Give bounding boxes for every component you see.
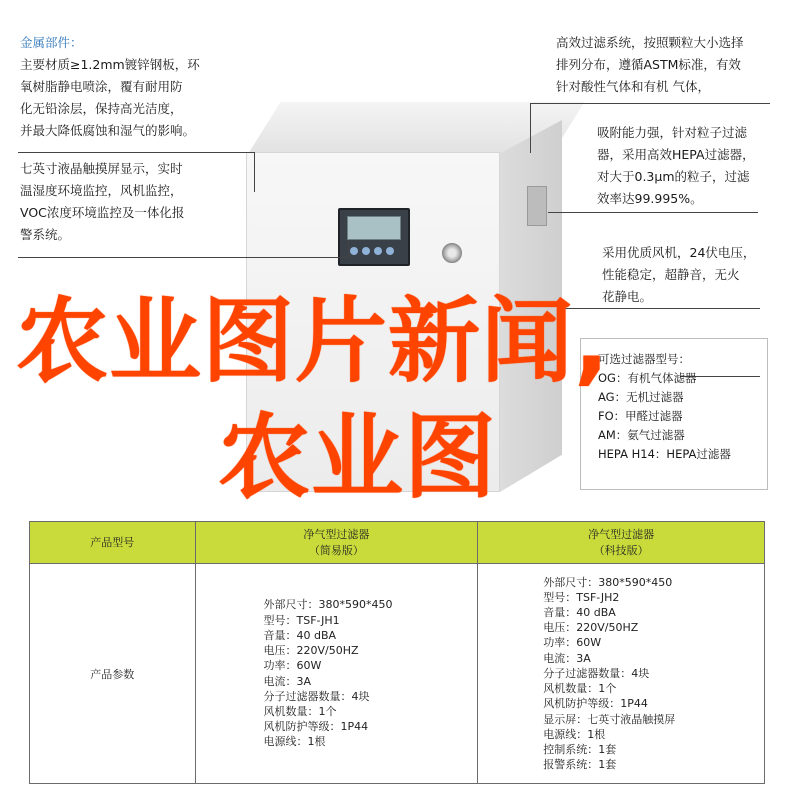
callout-line: 针对酸性气体和有机 气体，: [556, 79, 710, 94]
table-header-row: [30, 522, 765, 564]
leader-line: [548, 212, 758, 213]
callout-filters: [598, 350, 731, 464]
callout-material: [20, 32, 200, 142]
table-row: [30, 564, 765, 784]
param-item: 分子过滤器数量：4块: [263, 689, 370, 703]
lcd-screen: [347, 216, 401, 240]
param-item: 电压：220V/50HZ: [263, 644, 359, 658]
param-item: 分子过滤器数量：4块: [543, 666, 650, 680]
callout-line: 温湿度环境监控，风机监控，: [20, 183, 183, 198]
header-line: （科技版）: [593, 543, 649, 557]
param-item: 控制系统：1套: [543, 742, 617, 756]
param-item: 风机防护等级：1P44: [263, 720, 369, 734]
param-item: 电流：3A: [263, 674, 312, 688]
gauge-icon: [442, 243, 462, 263]
basic-params-cell: [195, 564, 478, 784]
callout-heading: 可选过滤器型号：: [598, 352, 690, 366]
param-item: 功率：60W: [543, 636, 602, 650]
filter-item: FO：甲醛过滤器: [598, 409, 683, 423]
panel-button-icon: [350, 247, 358, 255]
callout-line: 器，采用高效HEPA过滤器，: [597, 147, 755, 162]
callout-line: 化无铅涂层，保持高光洁度，: [20, 101, 183, 116]
header-tech: [478, 522, 765, 564]
leader-line: [530, 103, 531, 153]
header-model: 产品型号: [30, 522, 196, 564]
param-item: 外部尺寸：380*590*450: [263, 598, 393, 612]
param-item: 型号：TSF-JH1: [263, 613, 340, 627]
filter-item: HEPA H14：HEPA过滤器: [598, 447, 731, 461]
panel-button-icon: [374, 247, 382, 255]
callout-line: 氧树脂静电喷涂，覆有耐用防: [20, 79, 183, 94]
panel-button-icon: [362, 247, 370, 255]
header-line: 净气型过滤器: [303, 527, 370, 541]
callout-adsorption: [597, 122, 755, 210]
spec-table: [29, 521, 765, 784]
panel-button-icon: [386, 247, 394, 255]
header-line: （简易版）: [308, 543, 364, 557]
leader-line: [18, 257, 348, 258]
param-list: [543, 575, 764, 773]
param-item: 报警系统：1套: [543, 758, 617, 772]
param-item: 音量：40 dBA: [263, 628, 337, 642]
callout-line: 警系统。: [20, 227, 71, 242]
param-item: 音量：40 dBA: [543, 606, 616, 620]
leader-line: [18, 152, 254, 153]
param-item: 型号：TSF-JH2: [543, 590, 620, 604]
callout-line: 排列分布，遵循ASTM标准，有效: [556, 57, 741, 72]
header-basic: [195, 522, 478, 564]
leader-line: [530, 103, 770, 104]
headline-line-1: 农业图片新闻,: [16, 288, 610, 395]
filter-item: OG：有机气体滤器: [598, 371, 697, 385]
param-item: 风机防护等级：1P44: [543, 697, 648, 711]
callout-hepa: [556, 32, 744, 98]
callout-line: 效率达99.995%。: [597, 191, 703, 206]
filter-item: AM：氨气过滤器: [598, 428, 685, 442]
param-item: 显示屏：七英寸液晶触摸屏: [543, 712, 676, 726]
callout-line: 并最大降低腐蚀和湿气的影响。: [20, 123, 196, 138]
param-item: 风机数量：1个: [543, 682, 617, 696]
param-item: 电压：220V/50HZ: [543, 621, 639, 635]
callout-line: 七英寸液晶触摸屏显示，实时: [20, 161, 183, 176]
leader-line: [348, 240, 349, 258]
callout-line: 对大于0.3μm的粒子，过滤: [597, 169, 750, 184]
callout-line: 采用优质风机，24伏电压，: [602, 245, 756, 260]
callout-line: 性能稳定，超静音，无火: [602, 267, 740, 282]
headline-line-2: 农业图: [218, 404, 498, 511]
param-item: 外部尺寸：380*590*450: [543, 575, 673, 589]
callout-line: 高效过滤系统，按照颗粒大小选择: [556, 35, 744, 50]
row-label: 产品参数: [30, 564, 196, 784]
callout-line: VOC浓度环境监控及一体化报: [20, 205, 185, 220]
callout-display: [20, 158, 184, 246]
callout-fan: [602, 242, 755, 308]
callout-line: 主要材质≥1.2mm镀锌钢板，环: [20, 57, 200, 72]
param-item: 风机数量：1个: [263, 704, 337, 718]
param-item: 电源线：1根: [543, 727, 606, 741]
vent-grille: [527, 186, 547, 226]
header-line: 净气型过滤器: [588, 527, 655, 541]
param-item: 电流：3A: [543, 651, 591, 665]
tech-params-cell: [478, 564, 765, 784]
leader-line: [254, 152, 255, 192]
param-list: [264, 597, 478, 749]
param-item: 电源线：1根: [263, 735, 326, 749]
callout-line: 吸附能力强，针对粒子过滤: [597, 125, 748, 140]
filter-item: AG：无机过滤器: [598, 390, 684, 404]
param-item: 功率：60W: [263, 659, 322, 673]
callout-line: 花静电。: [602, 289, 653, 304]
callout-heading: 金属部件：: [20, 35, 83, 50]
